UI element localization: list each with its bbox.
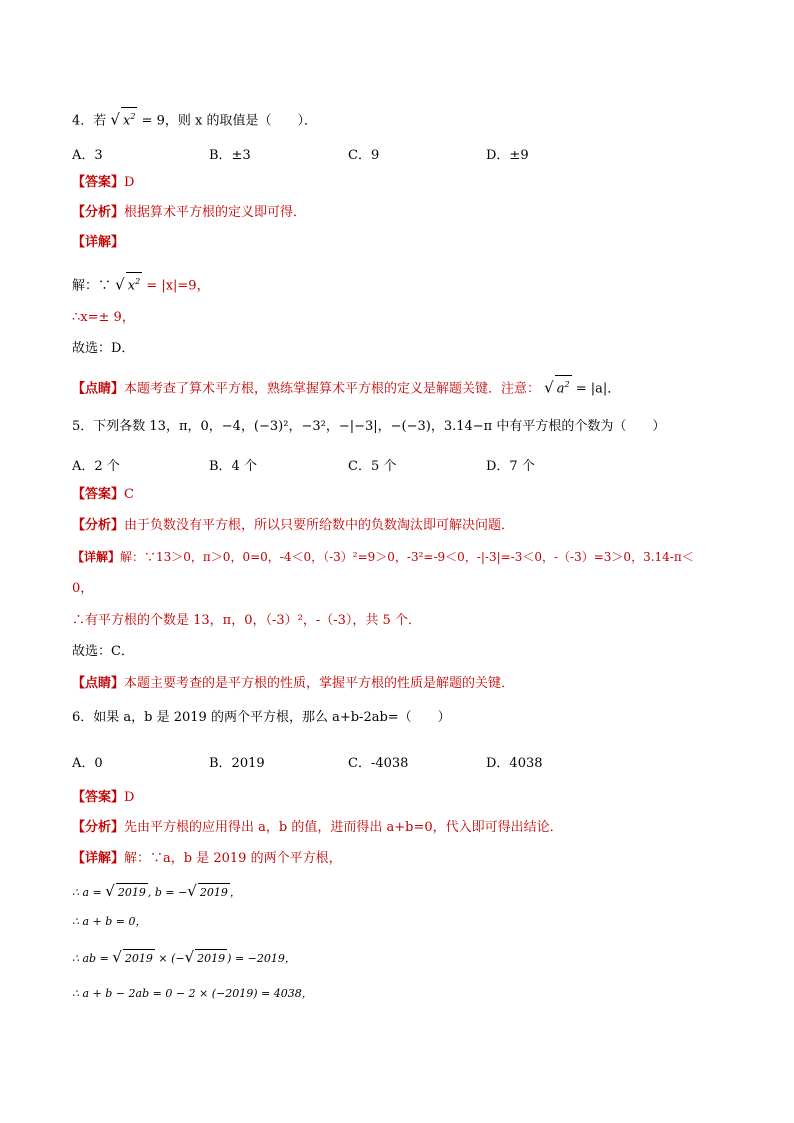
q4-stem-equation: = 9 [141, 113, 165, 129]
answer-tag: 【答案】 [72, 487, 125, 502]
q4-solution-3: 故选：D． [72, 341, 135, 356]
sqrt-symbol: √ [115, 275, 125, 294]
q6-step3-mid: × (− [154, 952, 185, 965]
q5-analysis: 由于负数没有平方根，所以只要所给数中的负数淘汰即可解决问题． [124, 518, 515, 533]
q4-solution-equation: = |x|=9， [146, 278, 210, 294]
sqrt-symbol: √ [105, 882, 115, 900]
q5-option-d: D．7 个 [486, 459, 535, 474]
analysis-tag: 【分析】 [72, 205, 125, 220]
comment-tag: 【点睛】 [72, 676, 125, 691]
q6-step-1 [72, 882, 241, 902]
q6-step3-radicand-2: 2019 [195, 949, 227, 968]
q6-step-2: ∴ a + b = 0， [72, 915, 147, 928]
q6-detail: 解：∵a，b 是 2019 的两个平方根， [124, 851, 342, 866]
q4-detail-line [72, 234, 124, 252]
q6-option-b: B．2019 [209, 756, 265, 771]
q4-comment-equation: = |a|． [575, 381, 621, 397]
q6-step1-mid: , b = − [147, 886, 188, 899]
q6-option-c: C．-4038 [348, 756, 409, 771]
q4-comment-line [72, 375, 620, 398]
q5-option-a: A．2 个 [72, 459, 120, 474]
q5-detail-line-2: 0， [72, 581, 94, 596]
detail-tag: 【详解】 [72, 851, 125, 866]
q5-detail-line-4: 故选：C． [72, 644, 134, 659]
q6-detail-line [72, 850, 342, 868]
q6-step1-radicand-2: 2019 [198, 883, 230, 902]
q5-option-b: B．4 个 [209, 459, 257, 474]
q4-stem-suffix: ，则 x 的取值是（ ）． [164, 113, 317, 129]
q4-solution-prefix: 解：∵ [72, 278, 112, 294]
q6-analysis-line [72, 819, 563, 837]
q5-detail-line-3: ∴有平方根的个数是 13，π，0，（-3）²，-（-3），共 5 个． [72, 613, 421, 628]
q6-answer-line [72, 789, 134, 807]
q4-comment: 本题考查了算术平方根，熟练掌握算术平方根的定义是解题关键．注意： [124, 381, 541, 397]
comment-tag: 【点睛】 [72, 381, 125, 397]
q5-answer-line [72, 486, 134, 504]
answer-tag: 【答案】 [72, 790, 125, 805]
answer-tag: 【答案】 [72, 175, 125, 190]
q6-step1-radicand-1: 2019 [116, 883, 148, 902]
q6-step1-lhs: ∴ a = [72, 886, 106, 899]
q4-option-c: C．9 [348, 148, 380, 163]
q4-radicand: $x^2$ [121, 107, 137, 130]
sqrt-symbol: √ [112, 948, 122, 966]
detail-tag: 【详解】 [72, 550, 121, 564]
q5-option-c: C．5 个 [348, 459, 397, 474]
q5-number-list: π，0，−4，(−3)²，−3²，−|−3|，−(−3)，3.14−π [178, 419, 493, 434]
analysis-tag: 【分析】 [72, 518, 125, 533]
q4-option-a: A．3 [72, 148, 103, 163]
q5-answer: C [124, 487, 134, 502]
q4-solution-radicand: $x^2$ [126, 272, 142, 295]
q4-stem [72, 107, 317, 130]
q5-stem-prefix: 5．下列各数 13， [72, 419, 179, 434]
q6-stem: 6．如果 a，b 是 2019 的两个平方根，那么 a+b-2ab=（ ） [72, 710, 451, 725]
sqrt-symbol: √ [187, 882, 197, 900]
sqrt-symbol: √ [184, 948, 195, 966]
q5-analysis-line [72, 517, 514, 535]
q6-step-4: ∴ a + b − 2ab = 0 − 2 × (−2019) = 4038， [72, 987, 313, 1000]
sqrt-symbol: √ [110, 110, 120, 129]
q6-step1-end: ， [229, 886, 241, 899]
q6-answer: D [124, 790, 135, 805]
q4-answer-line [72, 174, 134, 192]
q5-comment-line [72, 675, 514, 693]
q5-detail-line-1 [72, 548, 694, 566]
q6-step-3 [72, 948, 296, 968]
q5-stem-suffix: 中有平方根的个数为（ ） [496, 419, 666, 434]
q6-option-a: A．0 [72, 756, 103, 771]
q4-solution-2: ∴x=± 9， [72, 310, 135, 325]
q4-analysis-line [72, 204, 306, 222]
q4-option-d: D．±9 [486, 148, 529, 163]
q6-step3-radicand-1: 2019 [123, 949, 155, 968]
q4-comment-radicand: $a^2$ [555, 375, 572, 398]
q6-step3-end: ) = −2019， [227, 952, 296, 965]
sqrt-symbol: √ [544, 378, 554, 397]
q4-option-b: B．±3 [209, 148, 251, 163]
q5-detail-1: 解：∵13＞0，π＞0，0=0，-4＜0，（-3）²=9＞0，-3²=-9＜0，-|-3|=-3＜0，-（-3）=3＞0，3.14-π＜ [120, 550, 694, 564]
analysis-tag: 【分析】 [72, 820, 125, 835]
q5-comment: 本题主要考查的是平方根的性质，掌握平方根的性质是解题的关键． [124, 676, 515, 691]
q4-solution-1 [72, 272, 210, 295]
q5-stem [72, 418, 665, 436]
q4-analysis: 根据算术平方根的定义即可得． [124, 205, 307, 220]
q6-step3-lhs: ∴ ab = [72, 952, 113, 965]
q4-answer: D [124, 175, 135, 190]
q6-option-d: D．4038 [486, 756, 543, 771]
q6-analysis: 先由平方根的应用得出 a，b 的值，进而得出 a+b=0，代入即可得出结论． [124, 820, 563, 835]
detail-tag: 【详解】 [72, 235, 125, 250]
q4-stem-prefix: 4．若 [72, 113, 107, 129]
